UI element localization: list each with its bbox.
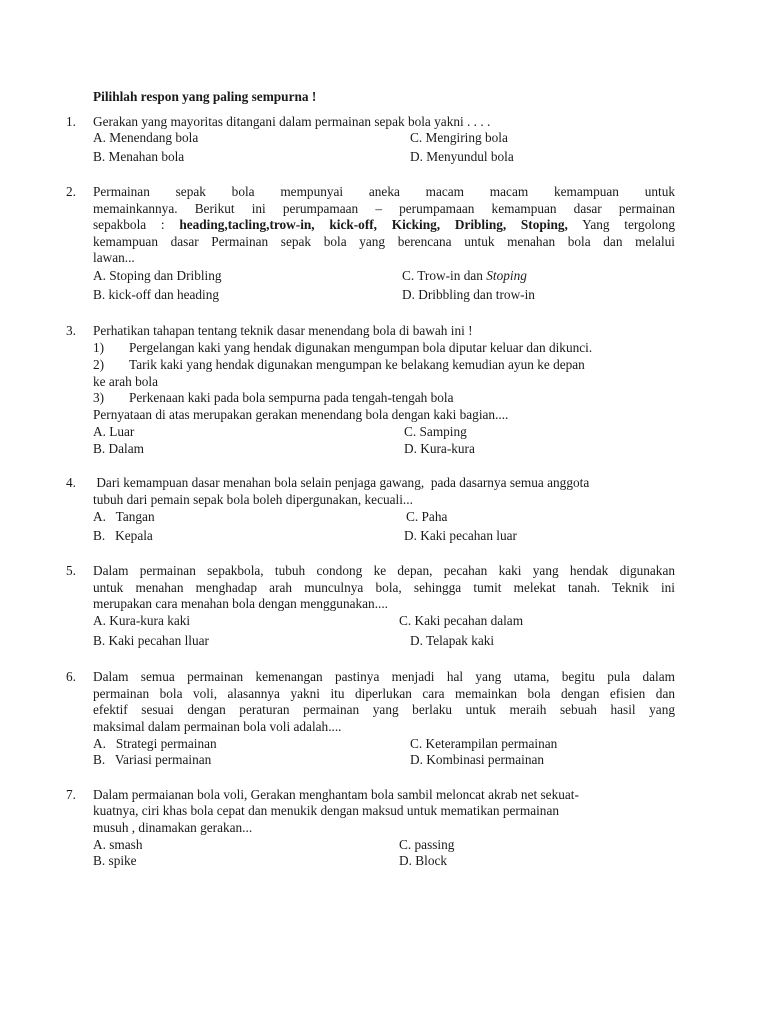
- question-text: musuh , dinamakan gerakan...: [93, 820, 253, 835]
- question-number: 3.: [66, 323, 76, 338]
- question-line: maksimal dalam permainan bola voli adalah....: [93, 718, 342, 734]
- question-number: 5.: [66, 563, 76, 578]
- question-number: 1.: [66, 114, 76, 129]
- option-d[interactable]: D. Kura-kura: [404, 441, 475, 456]
- option-c[interactable]: C. Mengiring bola: [410, 130, 508, 145]
- question-line: efektif sesuai dengan peraturan permainan yang berlaku untuk meraih sebuah hasil yang: [93, 702, 675, 717]
- question-statement: Pernyataan di atas merupakan gerakan menendang bola dengan kaki bagian....: [93, 407, 509, 422]
- question-line: Permainan sepak bola mempunyai aneka macam macam kemampuan untuk: [93, 184, 675, 199]
- question-text: [93, 669, 675, 735]
- question-line: kemampuan dasar Permainan sepak bola yang berencana untuk menahan bola dan melalui: [93, 233, 675, 249]
- question-line: merupakan cara menahan bola dengan menggunakan....: [93, 596, 388, 611]
- question-line-suffix: Yang tergolong: [567, 217, 675, 232]
- option-b[interactable]: B. spike: [93, 853, 137, 868]
- option-b[interactable]: B. Kepala: [93, 528, 153, 543]
- question-text: [93, 184, 675, 267]
- techniques-list: heading,tacling,trow-in, kick-off, Kicking, Dribling, Stoping,: [179, 217, 568, 232]
- question-text: Perhatikan tahapan tentang teknik dasar menendang bola di bawah ini !: [93, 323, 473, 338]
- question-text: Dalam permaianan bola voli, Gerakan menghantam bola sambil meloncat akrab net sekuat-: [93, 787, 579, 802]
- option-c[interactable]: [402, 268, 527, 285]
- question-text: tubuh dari pemain sepak bola boleh dipergunakan, kecuali...: [93, 492, 413, 507]
- step-number: 1): [93, 340, 105, 355]
- question-text: kuatnya, ciri khas bola cepat dan menukik dengan maksud untuk mematikan permainan: [93, 803, 559, 818]
- option-b[interactable]: B. Variasi permainan: [93, 752, 212, 767]
- question-line: lawan...: [93, 250, 135, 265]
- option-c[interactable]: C. Paha: [406, 509, 448, 524]
- option-c[interactable]: C. passing: [399, 837, 455, 852]
- question-text: Gerakan yang mayoritas ditangani dalam permainan sepak bola yakni . . . .: [93, 114, 491, 129]
- step-continuation: ke arah bola: [93, 374, 158, 389]
- question-number: 7.: [66, 787, 76, 802]
- option-c[interactable]: C. Kaki pecahan dalam: [399, 613, 524, 628]
- question-number: 6.: [66, 669, 76, 684]
- question-line: Dalam permainan sepakbola, tubuh condong ke depan, pecahan kaki yang hendak digunakan: [93, 563, 675, 578]
- option-c-label: C. Trow-in dan: [402, 268, 487, 283]
- option-d[interactable]: D. Block: [399, 853, 448, 868]
- step-number: 2): [93, 357, 105, 372]
- question-text: [93, 563, 675, 613]
- question-line: untuk menahan menghadap arah munculnya bola, sehingga tumit melekat tanah. Teknik ini: [93, 579, 675, 595]
- question-line: Dalam semua permainan kemenangan pastinya menjadi hal yang utama, begitu pula dalam: [93, 669, 675, 684]
- step-text: Pergelangan kaki yang hendak digunakan mengumpan bola diputar keluar dan dikunci.: [129, 340, 593, 355]
- option-d[interactable]: D. Kaki pecahan luar: [404, 528, 517, 543]
- question-number: 2.: [66, 184, 76, 199]
- question-number: 4.: [66, 475, 76, 490]
- question-line: permainan bola voli, alasannya yakni itu diperlukan cara memainkan bola dengan efisien dan: [93, 685, 675, 701]
- question-text: Dari kemampuan dasar menahan bola selain penjaga gawang, pada dasarnya semua anggota: [93, 475, 590, 490]
- option-b[interactable]: B. Kaki pecahan lluar: [93, 633, 209, 648]
- option-c[interactable]: C. Keterampilan permainan: [410, 736, 558, 751]
- option-c-italic: Stoping: [486, 268, 527, 283]
- option-a[interactable]: A. Kura-kura kaki: [93, 613, 191, 628]
- question-line: memainkannya. Berikut ini perumpamaan – perumpamaan kemampuan dasar permainan: [93, 200, 675, 216]
- option-a[interactable]: A. Stoping dan Dribling: [93, 268, 222, 283]
- question-line: [93, 217, 675, 234]
- option-b[interactable]: B. Menahan bola: [93, 149, 185, 164]
- step-text: Tarik kaki yang hendak digunakan mengumpan ke belakang kemudian ayun ke depan: [129, 357, 585, 372]
- option-a[interactable]: A. Menendang bola: [93, 130, 199, 145]
- option-b[interactable]: B. Dalam: [93, 441, 144, 456]
- question-line-prefix: sepakbola :: [93, 217, 180, 232]
- option-a[interactable]: A. smash: [93, 837, 143, 852]
- step-number: 3): [93, 390, 105, 405]
- option-c[interactable]: C. Samping: [404, 424, 467, 439]
- option-b[interactable]: B. kick-off dan heading: [93, 287, 220, 302]
- option-d[interactable]: D. Kombinasi permainan: [410, 752, 545, 767]
- option-d[interactable]: D. Telapak kaki: [410, 633, 495, 648]
- option-a[interactable]: A. Tangan: [93, 509, 155, 524]
- option-d[interactable]: D. Menyundul bola: [410, 149, 514, 164]
- option-d[interactable]: D. Dribbling dan trow-in: [402, 287, 535, 302]
- option-a[interactable]: A. Luar: [93, 424, 135, 439]
- option-a[interactable]: A. Strategi permainan: [93, 736, 217, 751]
- instruction-heading: Pilihlah respon yang paling sempurna !: [93, 89, 317, 104]
- step-text: Perkenaan kaki pada bola sempurna pada tengah-tengah bola: [129, 390, 454, 405]
